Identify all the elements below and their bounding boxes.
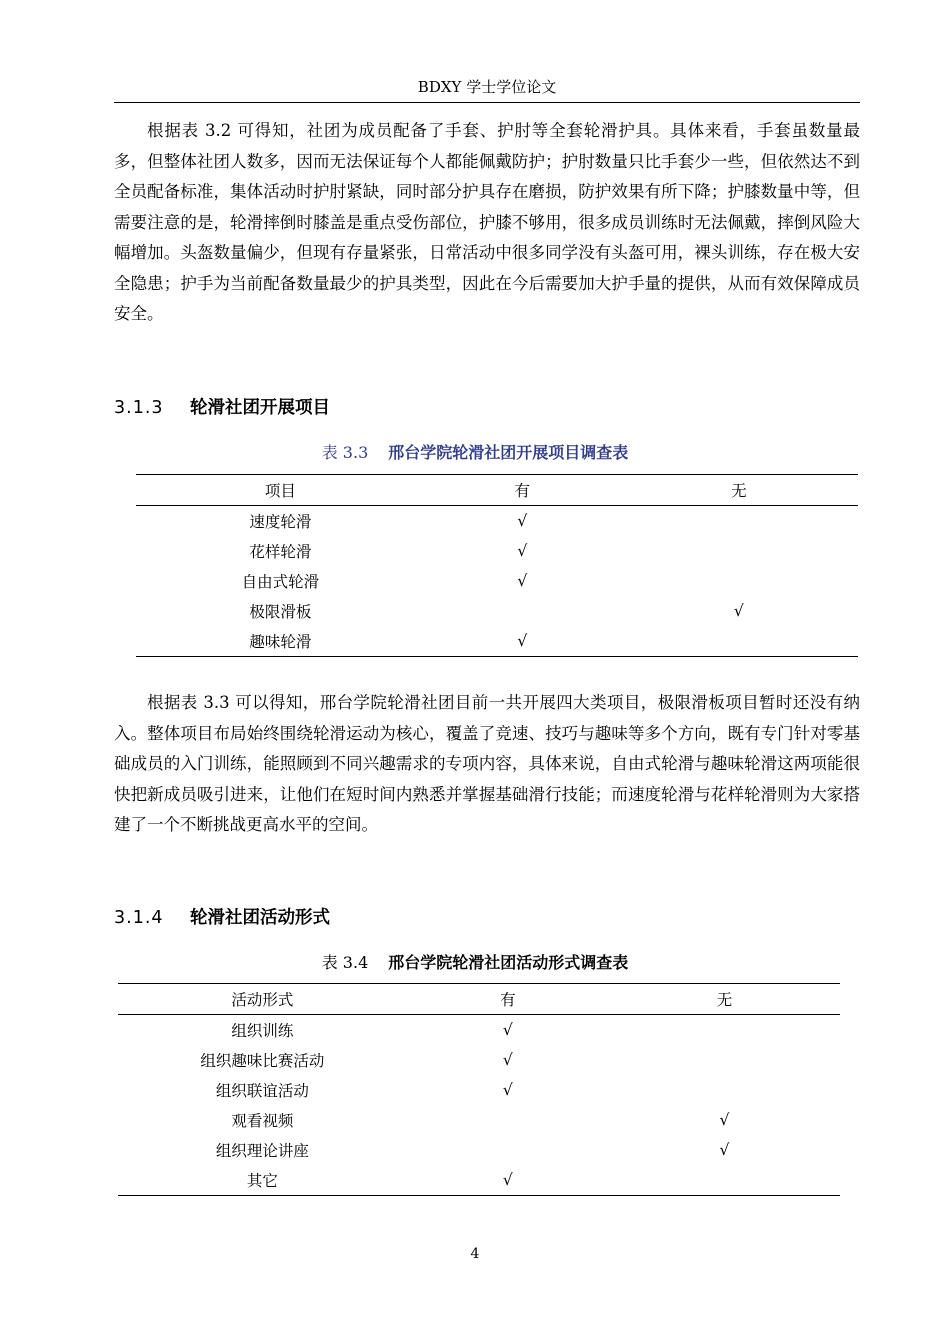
table-row — [136, 596, 858, 626]
table-row — [136, 536, 858, 566]
section-heading-3-1-4 — [114, 904, 330, 929]
paragraph-table-3-3-analysis: 根据表 3.3 可以得知，邢台学院轮滑社团目前一共开展四大类项目，极限滑板项目暂时还没有纳入。整体项目布局始终围绕轮滑运动为核心，覆盖了竞速、技巧与趣味等多个方向，既有专门针对零基础成员的入门训练，能照顾到不同兴趣需求的专项内容，具体来说，自由式轮滑与趣味轮滑这两项能很快把新成员吸引进来，让他们在短时间内熟悉并掌握基础滑行技能；而速度轮滑与花样轮滑则为大家搭建了一个不断挑战更高水平的空间。 — [114, 693, 860, 834]
table-cell: 组织趣味比赛活动 — [200, 1052, 325, 1070]
table-cell: 花样轮滑 — [249, 543, 312, 561]
table-cell — [620, 536, 858, 566]
table-cell: √ — [517, 512, 528, 530]
table-cell: √ — [517, 542, 528, 560]
table-cell: 组织训练 — [231, 1022, 294, 1040]
table-cell: 速度轮滑 — [249, 513, 312, 531]
column-header: 项目 — [264, 482, 296, 500]
table-row — [118, 1015, 840, 1046]
table-cell — [609, 1045, 840, 1075]
table-cell — [620, 626, 858, 657]
table-cell: 观看视频 — [231, 1112, 294, 1130]
table-cell — [620, 506, 858, 537]
table-cell — [609, 1165, 840, 1196]
column-header: 有 — [500, 991, 516, 1009]
table-cell: 趣味轮滑 — [249, 633, 312, 651]
table-cell: √ — [517, 572, 528, 590]
table-cell: √ — [719, 1111, 730, 1129]
caption-title: 邢台学院轮滑社团活动形式调查表 — [388, 953, 629, 972]
table-row — [118, 1135, 840, 1165]
table-cell: √ — [502, 1021, 513, 1039]
section-number: 3.1.4 — [114, 908, 164, 928]
table-header-row — [118, 984, 840, 1015]
section-heading-3-1-3 — [114, 394, 330, 419]
table-row — [136, 626, 858, 657]
page-number: 4 — [470, 1246, 480, 1262]
table-cell — [407, 1105, 609, 1135]
section-title: 轮滑社团活动形式 — [190, 908, 330, 928]
table-cell — [620, 566, 858, 596]
table-cell: 组织理论讲座 — [215, 1142, 309, 1160]
column-header: 无 — [716, 991, 733, 1009]
table-cell: √ — [517, 632, 528, 650]
paragraph-table-3-2-analysis: 根据表 3.2 可得知，社团为成员配备了手套、护肘等全套轮滑护具。具体来看，手套虽数量最多，但整体社团人数多，因而无法保证每个人都能佩戴防护；护肘数量只比手套少一些，但依然达不到全员配备标准，集体活动时护肘紧缺，同时部分护具存在磨损，防护效果有所下降；护膝数量中等，但需要注意的是，轮滑摔倒时膝盖是重点受伤部位，护膝不够用，很多成员训练时无法佩戴，摔倒风险大幅增加。头盔数量偏少，但现有存量紧张，日常活动中很多同学没有头盔可用，裸头训练，存在极大安全隐患；护手为当前配备数量最少的护具类型，因此在今后需要加大护手量的提供，从而有效保障成员安全。 — [114, 121, 860, 323]
column-header: 有 — [514, 482, 531, 500]
table-3-4 — [118, 983, 840, 1196]
section-title: 轮滑社团开展项目 — [190, 398, 330, 418]
column-header: 活动形式 — [231, 991, 294, 1009]
table-row — [118, 1165, 840, 1196]
section-number: 3.1.3 — [114, 398, 164, 418]
column-header: 无 — [731, 482, 747, 500]
table-row — [118, 1105, 840, 1135]
table-3-4-caption — [0, 950, 950, 973]
caption-title: 邢台学院轮滑社团开展项目调查表 — [388, 443, 629, 462]
table-cell: √ — [733, 602, 744, 620]
table-cell: √ — [719, 1141, 730, 1159]
table-row — [136, 506, 858, 537]
table-row — [118, 1075, 840, 1105]
table-3-3-caption — [0, 440, 950, 463]
table-row — [118, 1045, 840, 1075]
table-cell: √ — [502, 1081, 513, 1099]
table-cell: 自由式轮滑 — [241, 573, 320, 591]
table-cell — [425, 596, 620, 626]
caption-number: 表 3.4 — [321, 953, 369, 972]
page-header: BDXY 学士学位论文 — [114, 76, 860, 103]
table-cell: √ — [502, 1051, 513, 1069]
table-cell: 其它 — [246, 1172, 278, 1190]
caption-number: 表 3.3 — [321, 443, 369, 462]
table-row — [136, 566, 858, 596]
table-cell — [609, 1015, 840, 1046]
table-header-row — [136, 475, 858, 506]
table-cell — [609, 1075, 840, 1105]
table-3-3 — [136, 474, 858, 657]
table-cell: 组织联谊活动 — [215, 1082, 309, 1100]
table-cell — [407, 1135, 609, 1165]
table-cell: 极限滑板 — [249, 603, 312, 621]
table-cell: √ — [502, 1171, 513, 1189]
